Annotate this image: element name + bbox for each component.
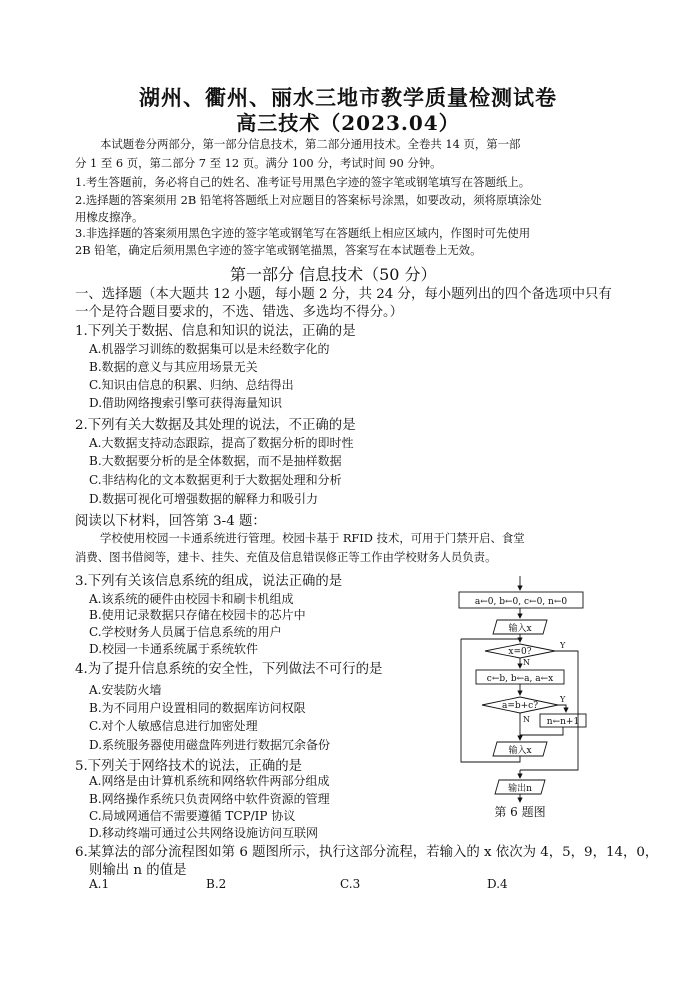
- q3-option-b: B.使用记录数据只存储在校园卡的芯片中: [89, 608, 306, 622]
- q6-option-a: A.1: [89, 877, 110, 891]
- q1-option-a: A.机器学习训练的数据集可以是未经数字化的: [89, 342, 330, 356]
- q5-stem: 5.下列关于网络技术的说法，正确的是: [75, 759, 303, 774]
- figure-caption: 第 6 题图: [494, 805, 546, 819]
- q1-stem: 1.下列关于数据、信息和知识的说法，正确的是: [75, 324, 356, 339]
- q2-option-c: C.非结构化的文本数据更利于大数据处理和分析: [89, 473, 342, 487]
- yes-label-1: Y: [560, 641, 566, 650]
- exam-title: 湖州、衢州、丽水三地市教学质量检测试卷: [139, 85, 557, 110]
- reading-intro: 阅读以下材料，回答第 3-4 题：: [75, 514, 266, 529]
- output-text: 输出n: [508, 784, 532, 794]
- q6-flowchart: [440, 572, 620, 822]
- intro-line-1: 本试题卷分两部分，第一部分信息技术，第二部分通用技术。全卷共 14 页，第一部: [100, 137, 521, 151]
- q6-stem-2: 则输出 n 的值是: [89, 863, 187, 878]
- no-label-2: N: [523, 715, 530, 724]
- q5-option-a: A.网络是由计算机系统和网络软件两部分组成: [89, 774, 330, 788]
- no-label-1: N: [523, 658, 530, 667]
- q4-option-b: B.为不同用户设置相同的数据库访问权限: [89, 701, 306, 715]
- q2-option-b: B.大数据要分析的是全体数据，而不是抽样数据: [89, 454, 342, 468]
- exam-subtitle: 高三技术（2023.04）: [236, 111, 460, 135]
- choice-heading-2: 一个是符合题目要求的，不选、错选、多选均不得分。）: [75, 305, 404, 320]
- q2-option-d: D.数据可视化可增强数据的解释力和吸引力: [89, 492, 319, 506]
- q6-stem-1: 6.某算法的部分流程图如第 6 题图所示，执行这部分流程，若输入的 x 依次为 4，5，9，14，0，: [75, 845, 659, 860]
- yes-label-2: Y: [560, 695, 566, 704]
- q6-option-b: B.2: [206, 877, 227, 891]
- q6-option-c: C.3: [340, 877, 361, 891]
- q6-option-d: D.4: [487, 877, 508, 891]
- increment-text: n←n+1: [546, 717, 580, 727]
- reading-material-2: 消费、图书借阅等，建卡、挂失、充值及信息错误修正等工作由学校财务人员负责。: [75, 550, 497, 564]
- note-1: 1.考生答题前，务必将自己的姓名、准考证号用黑色字迹的签字笔或钢笔填写在答题纸上。: [75, 175, 531, 189]
- note-2a: 2.选择题的答案须用 2B 铅笔将答题纸上对应题目的答案标号涂黑，如要改动，须将原填涂处: [75, 193, 542, 207]
- input-x-text-2: 输入x: [508, 746, 532, 756]
- q4-option-a: A.安装防火墙: [89, 683, 162, 697]
- q2-option-a: A.大数据支持动态跟踪，提高了数据分析的即时性: [89, 436, 354, 450]
- q5-option-d: D.移动终端可通过公共网络设施访问互联网: [89, 826, 319, 840]
- part1-heading: 第一部分 信息技术（50 分）: [230, 265, 437, 284]
- q5-option-c: C.局域网通信不需要遵循 TCP/IP 协议: [89, 809, 296, 823]
- q1-option-d: D.借助网络搜索引擎可获得海量知识: [89, 396, 283, 410]
- init-text: a←0, b←0, c←0, n←0: [474, 597, 568, 607]
- q1-option-c: C.知识由信息的积累、归纳、总结得出: [89, 378, 294, 392]
- q2-stem: 2.下列有关大数据及其处理的说法，不正确的是: [75, 418, 356, 433]
- q5-option-b: B.网络操作系统只负责网络中软件资源的管理: [89, 792, 330, 806]
- q4-option-c: C.对个人敏感信息进行加密处理: [89, 719, 258, 733]
- note-3b: 2B 铅笔，确定后须用黑色字迹的签字笔或钢笔描黑，答案写在本试题卷上无效。: [75, 243, 482, 257]
- assign-text: c←b, b←a, a←x: [486, 674, 554, 684]
- choice-heading-1: 一、选择题（本大题共 12 小题，每小题 2 分，共 24 分，每小题列出的四个备选项中只有: [75, 287, 612, 302]
- q3-stem: 3.下列有关该信息系统的组成，说法正确的是: [75, 574, 343, 589]
- intro-line-2: 分 1 至 6 页，第二部分 7 至 12 页。满分 100 分，考试时间 90 分钟。: [75, 156, 442, 170]
- note-2b: 用橡皮擦净。: [75, 210, 144, 224]
- input-x-text-1: 输入x: [508, 624, 532, 634]
- q4-stem: 4.为了提升信息系统的安全性，下列做法不可行的是: [75, 662, 383, 677]
- q3-option-d: D.校园一卡通系统属于系统软件: [89, 642, 259, 656]
- note-3a: 3.非选择题的答案须用黑色字迹的签字笔或钢笔写在答题纸上相应区域内，作图时可先使用: [75, 226, 531, 240]
- q3-option-c: C.学校财务人员属于信息系统的用户: [89, 625, 282, 639]
- q1-option-b: B.数据的意义与其应用场景无关: [89, 360, 258, 374]
- cond-x-zero-text: x=0?: [508, 647, 532, 657]
- q4-option-d: D.系统服务器使用磁盘阵列进行数据冗余备份: [89, 738, 331, 752]
- cond-sum-text: a=b+c?: [501, 701, 539, 711]
- q3-option-a: A.该系统的硬件由校园卡和刷卡机组成: [89, 592, 294, 606]
- reading-material-1: 学校使用校园一卡通系统进行管理。校园卡基于 RFID 技术，可用于门禁开启、食堂: [100, 531, 525, 545]
